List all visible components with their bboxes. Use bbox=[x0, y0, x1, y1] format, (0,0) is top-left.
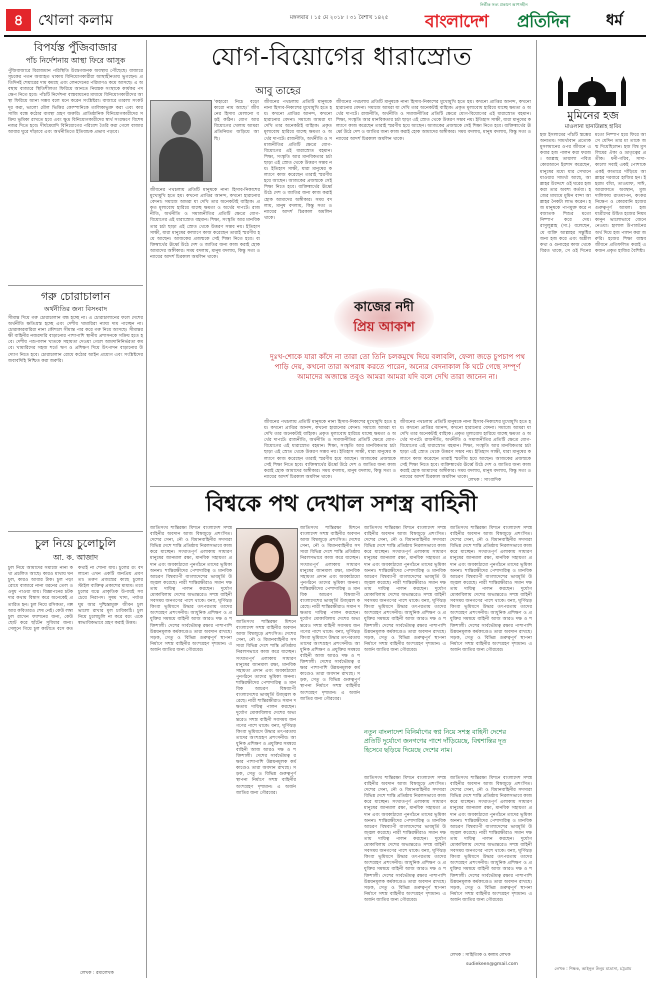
article-hajj-byline: মাওলানা ছানাউল্লাহ হাবিব bbox=[564, 124, 622, 130]
article-addition-subtraction-credit: লেখক : সাংবাদিক bbox=[468, 478, 502, 483]
article-addition-subtraction-byline: আবু তাহের bbox=[255, 86, 301, 97]
article-armed-forces-credit: লেখক : সাহিত্যিক ও কলাম লেখক bbox=[450, 953, 511, 958]
logo-part-bangladesh: বাংলাদেশ bbox=[425, 12, 489, 32]
author-head bbox=[171, 111, 191, 135]
article-stock-market-body: পুঁজিবাজারে বিরাজমান পরিস্থিতি উদ্বেগজনক অবস্থায় পৌঁছেছে। বাজারে সূচকের পতন অব্যাহত থাকায় বিনিয়োগকারীরা আস্থাহীনতায় ভুগছেন। প্রতিদিনই শেয়ারের দাম কমছে এবং লেনদেনের পরিমাণও কমে আসছে। এ অবস্থায় বাজারে স্থিতিশীলতা ফিরিয়ে আনতে নিয়ন্ত্রক সংস্থাকে কার্যকর পদক্ষেপ নিতে হবে। পাঁচটি নির্দেশনা বাস্তবায়নের মাধ্যমে বিনিয়োগকারীদের আস্থা ফিরিয়ে আনা সম্ভব বলে মনে করেন সংশ্লিষ্টরা। বাজারে তারল্য সংকট দূর করা, ভালো মৌল ভিত্তির কোম্পানিকে তালিকাভুক্ত করা এবং কারসাজি বন্ধে কঠোর ব্যবস্থা গ্রহণ জরুরি। প্রাতিষ্ঠানিক বিনিয়োগকারীদের সক্রিয় ভূমিকা রাখতে হবে এবং ক্ষুদ্র বিনিয়োগকারীদের স্বার্থ সংরক্ষণে বিশেষ নজর দিতে হবে। দীর্ঘমেয়াদি বিনিয়োগের পরিবেশ তৈরি করা গেলে বাজার আবার ঘুরে দাঁড়াবে এবং অর্থনীতিতে ইতিবাচক প্রভাব পড়বে। bbox=[8, 69, 143, 135]
article-armed-forces-col1: জাতিসংঘ শান্তিরক্ষা মিশনে বাংলাদেশ সশস্ত্র বাহিনীর অবদান আজ বিশ্বজুড়ে প্রশংসিত। দেশের সেনা, নৌ ও বিমানবাহিনীর সদস্যরা বিভিন্ন দেশে শান্তি প্রতিষ্ঠায় নিরলসভাবে কাজ করে যাচ্ছেন। সংঘাতপূর্ণ এলাকায় সাধারণ মানুষের জানমাল রক্ষা, মানবিক সহায়তা প্রদান এবং অবকাঠামো পুনর্গঠনে তাদের ভূমিকা অনন্য। শান্তিরক্ষীদের পেশাদারিত্ব ও মানবিক আচরণ বিশ্বব্যাপী বাংলাদেশের ভাবমূর্তি উজ্জ্বল করেছে। নারী শান্তিরক্ষীরাও সমান দক্ষতায় দায়িত্ব পালন করছেন। দুর্যোগ মোকাবিলায় দেশের অভ্যন্তরেও সশস্ত্র বাহিনী সবসময় জনগণের পাশে থাকে। বন্যা, ঘূর্ণিঝড় কিংবা ভূমিধসে উদ্ধার তৎপরতায় তাদের অংশগ্রহণ প্রশংসনীয়। আধুনিক প্রশিক্ষণ ও প্রযুক্তির সমন্বয়ে বাহিনী আজ আরও দক্ষ ও শক্তিশালী। দেশের সার্বভৌমত্ব রক্ষার পাশাপাশি উন্নয়নমূলক কর্মকাণ্ডেও তারা অবদান রাখছে। সড়ক, সেতু ও বিভিন্ন গুরুত্বপূর্ণ স্থাপনা নির্মাণে সশস্ত্র বাহিনীর অংশগ্রহণ দৃশ্যমান। এ অর্জন জাতির জন্য গৌরবের। bbox=[150, 526, 232, 653]
article-addition-subtraction-title: যোগ-বিয়োগের ধারাস্রোত bbox=[210, 42, 473, 71]
column-divider-left bbox=[146, 40, 147, 978]
article-hajj-title: মুমিনের হজ bbox=[567, 109, 619, 122]
article-armed-forces-col2: জাতিসংঘ শান্তিরক্ষা মিশনে বাংলাদেশ সশস্ত্র বাহিনীর অবদান আজ বিশ্বজুড়ে প্রশংসিত। দেশের সেনা, নৌ ও বিমানবাহিনীর সদস্যরা বিভিন্ন দেশে শান্তি প্রতিষ্ঠায় নিরলসভাবে কাজ করে যাচ্ছেন। সংঘাতপূর্ণ এলাকায় সাধারণ মানুষের জানমাল রক্ষা, মানবিক সহায়তা প্রদান এবং অবকাঠামো পুনর্গঠনে তাদের ভূমিকা অনন্য। শান্তিরক্ষীদের পেশাদারিত্ব ও মানবিক আচরণ বিশ্বব্যাপী বাংলাদেশের ভাবমূর্তি উজ্জ্বল করেছে। নারী শান্তিরক্ষীরাও সমান দক্ষতায় দায়িত্ব পালন করছেন। দুর্যোগ মোকাবিলায় দেশের অভ্যন্তরেও সশস্ত্র বাহিনী সবসময় জনগণের পাশে থাকে। বন্যা, ঘূর্ণিঝড় কিংবা ভূমিধসে উদ্ধার তৎপরতায় তাদের অংশগ্রহণ প্রশংসনীয়। আধুনিক প্রশিক্ষণ ও প্রযুক্তির সমন্বয়ে বাহিনী আজ আরও দক্ষ ও শক্তিশালী। দেশের সার্বভৌমত্ব রক্ষার পাশাপাশি উন্নয়নমূলক কর্মকাণ্ডেও তারা অবদান রাখছে। সড়ক, সেতু ও বিভিন্ন গুরুত্বপূর্ণ স্থাপনা নির্মাণে সশস্ত্র বাহিনীর অংশগ্রহণ দৃশ্যমান। এ অর্জন জাতির জন্য গৌরবের। bbox=[236, 620, 296, 796]
logo bbox=[425, 2, 590, 34]
date-line: মঙ্গলবার । ১৫ মে ২০১৮ । ৩১ বৈশাখ ১৪২৫ bbox=[290, 15, 389, 21]
article-addition-subtraction-col3: জীবনের পথচলায় প্রতিটি মানুষকে নানা হিসাব-নিকাশের মুখোমুখি হতে হয়। কখনো প্রাপ্তির আনন্দ, কখনো হারানোর বেদনা। সমাজে আমরা যা দেখি তার অনেকটাই বাহ্যিক। প্রকৃত মূল্যবোধ হারিয়ে যাচ্ছে ক্ষমতা ও অর্থের দাপটে। রাজনীতি, অর্থনীতি ও সমাজনীতির প্রতিটি ক্ষেত্রে যোগ-বিয়োগের এই ধারাস্রোত বহমান। শিক্ষা, সংস্কৃতি আর মানবিকতার চর্চা ছাড়া এই স্রোত থেকে উত্তরণ সম্ভব নয়। ইতিহাস সাক্ষী, যারা মানুষের কল্যাণে কাজ করেছেন তারাই স্মরণীয় হয়ে আছেন। আজকের প্রজন্মকে সেই শিক্ষা নিতে হবে। ব্যক্তিস্বার্থের ঊর্ধ্বে উঠে দেশ ও জাতির জন্য কাজ করাই হোক আমাদের অঙ্গীকার। সময় বদলায়, মানুষ বদলায়, কিন্তু সত্য ও ন্যায়ের আদর্শ চিরকাল অমলিন থাকে। bbox=[336, 100, 531, 142]
article-armed-forces-email: sudiekeen@gmail.com bbox=[466, 962, 519, 967]
article-hajj-credit: লেখক : শিক্ষক, আইনুল উলুম মাদ্রাসা, চট্টগ্রাম bbox=[554, 966, 632, 971]
article-armed-forces-col4: জাতিসংঘ শান্তিরক্ষা মিশনে বাংলাদেশ সশস্ত্র বাহিনীর অবদান আজ বিশ্বজুড়ে প্রশংসিত। দেশের সেনা, নৌ ও বিমানবাহিনীর সদস্যরা বিভিন্ন দেশে শান্তি প্রতিষ্ঠায় নিরলসভাবে কাজ করে যাচ্ছেন। সংঘাতপূর্ণ এলাকায় সাধারণ মানুষের জানমাল রক্ষা, মানবিক সহায়তা প্রদান এবং অবকাঠামো পুনর্গঠনে তাদের ভূমিকা অনন্য। শান্তিরক্ষীদের পেশাদারিত্ব ও মানবিক আচরণ বিশ্বব্যাপী বাংলাদেশের ভাবমূর্তি উজ্জ্বল করেছে। নারী শান্তিরক্ষীরাও সমান দক্ষতায় দায়িত্ব পালন করছেন। দুর্যোগ মোকাবিলায় দেশের অভ্যন্তরেও সশস্ত্র বাহিনী সবসময় জনগণের পাশে থাকে। বন্যা, ঘূর্ণিঝড় কিংবা ভূমিধসে উদ্ধার তৎপরতায় তাদের অংশগ্রহণ প্রশংসনীয়। আধুনিক প্রশিক্ষণ ও প্রযুক্তির সমন্বয়ে বাহিনী আজ আরও দক্ষ ও শক্তিশালী। দেশের সার্বভৌমত্ব রক্ষার পাশাপাশি উন্নয়নমূলক কর্মকাণ্ডেও তারা অবদান রাখছে। সড়ক, সেতু ও বিভিন্ন গুরুত্বপূর্ণ স্থাপনা নির্মাণে সশস্ত্র বাহিনীর অংশগ্রহণ দৃশ্যমান। এ অর্জন জাতির জন্য গৌরবের। bbox=[364, 526, 446, 653]
article-armed-forces-col7: জাতিসংঘ শান্তিরক্ষা মিশনে বাংলাদেশ সশস্ত্র বাহিনীর অবদান আজ বিশ্বজুড়ে প্রশংসিত। দেশের সেনা, নৌ ও বিমানবাহিনীর সদস্যরা বিভিন্ন দেশে শান্তি প্রতিষ্ঠায় নিরলসভাবে কাজ করে যাচ্ছেন। সংঘাতপূর্ণ এলাকায় সাধারণ মানুষের জানমাল রক্ষা, মানবিক সহায়তা প্রদান এবং অবকাঠামো পুনর্গঠনে তাদের ভূমিকা অনন্য। শান্তিরক্ষীদের পেশাদারিত্ব ও মানবিক আচরণ বিশ্বব্যাপী বাংলাদেশের ভাবমূর্তি উজ্জ্বল করেছে। নারী শান্তিরক্ষীরাও সমান দক্ষতায় দায়িত্ব পালন করছেন। দুর্যোগ মোকাবিলায় দেশের অভ্যন্তরেও সশস্ত্র বাহিনী সবসময় জনগণের পাশে থাকে। বন্যা, ঘূর্ণিঝড় কিংবা ভূমিধসে উদ্ধার তৎপরতায় তাদের অংশগ্রহণ প্রশংসনীয়। আধুনিক প্রশিক্ষণ ও প্রযুক্তির সমন্বয়ে বাহিনী আজ আরও দক্ষ ও শক্তিশালী। দেশের সার্বভৌমত্ব রক্ষার পাশাপাশি উন্নয়নমূলক কর্মকাণ্ডেও তারা অবদান রাখছে। সড়ক, সেতু ও বিভিন্ন গুরুত্বপূর্ণ স্থাপনা নির্মাণে সশস্ত্র বাহিনীর অংশগ্রহণ দৃশ্যমান। এ অর্জন জাতির জন্য গৌরবের। bbox=[450, 776, 532, 903]
article-stock-market-subtitle: পাঁচ নির্দেশনায় আস্থা ফিরে আসুক bbox=[25, 56, 126, 65]
page-number-badge bbox=[6, 9, 31, 31]
article-armed-forces-col5: জাতিসংঘ শান্তিরক্ষা মিশনে বাংলাদেশ সশস্ত্র বাহিনীর অবদান আজ বিশ্বজুড়ে প্রশংসিত। দেশের সেনা, নৌ ও বিমানবাহিনীর সদস্যরা বিভিন্ন দেশে শান্তি প্রতিষ্ঠায় নিরলসভাবে কাজ করে যাচ্ছেন। সংঘাতপূর্ণ এলাকায় সাধারণ মানুষের জানমাল রক্ষা, মানবিক সহায়তা প্রদান এবং অবকাঠামো পুনর্গঠনে তাদের ভূমিকা অনন্য। শান্তিরক্ষীদের পেশাদারিত্ব ও মানবিক আচরণ বিশ্বব্যাপী বাংলাদেশের ভাবমূর্তি উজ্জ্বল করেছে। নারী শান্তিরক্ষীরাও সমান দক্ষতায় দায়িত্ব পালন করছেন। দুর্যোগ মোকাবিলায় দেশের অভ্যন্তরেও সশস্ত্র বাহিনী সবসময় জনগণের পাশে থাকে। বন্যা, ঘূর্ণিঝড় কিংবা ভূমিধসে উদ্ধার তৎপরতায় তাদের অংশগ্রহণ প্রশংসনীয়। আধুনিক প্রশিক্ষণ ও প্রযুক্তির সমন্বয়ে বাহিনী আজ আরও দক্ষ ও শক্তিশালী। দেশের সার্বভৌমত্ব রক্ষার পাশাপাশি উন্নয়নমূলক কর্মকাণ্ডেও তারা অবদান রাখছে। সড়ক, সেতু ও বিভিন্ন গুরুত্বপূর্ণ স্থাপনা নির্মাণে সশস্ত্র বাহিনীর অংশগ্রহণ দৃশ্যমান। এ অর্জন জাতির জন্য গৌরবের। bbox=[450, 526, 532, 653]
article-armed-forces-col6: জাতিসংঘ শান্তিরক্ষা মিশনে বাংলাদেশ সশস্ত্র বাহিনীর অবদান আজ বিশ্বজুড়ে প্রশংসিত। দেশের সেনা, নৌ ও বিমানবাহিনীর সদস্যরা বিভিন্ন দেশে শান্তি প্রতিষ্ঠায় নিরলসভাবে কাজ করে যাচ্ছেন। সংঘাতপূর্ণ এলাকায় সাধারণ মানুষের জানমাল রক্ষা, মানবিক সহায়তা প্রদান এবং অবকাঠামো পুনর্গঠনে তাদের ভূমিকা অনন্য। শান্তিরক্ষীদের পেশাদারিত্ব ও মানবিক আচরণ বিশ্বব্যাপী বাংলাদেশের ভাবমূর্তি উজ্জ্বল করেছে। নারী শান্তিরক্ষীরাও সমান দক্ষতায় দায়িত্ব পালন করছেন। দুর্যোগ মোকাবিলায় দেশের অভ্যন্তরেও সশস্ত্র বাহিনী সবসময় জনগণের পাশে থাকে। বন্যা, ঘূর্ণিঝড় কিংবা ভূমিধসে উদ্ধার তৎপরতায় তাদের অংশগ্রহণ প্রশংসনীয়। আধুনিক প্রশিক্ষণ ও প্রযুক্তির সমন্বয়ে বাহিনী আজ আরও দক্ষ ও শক্তিশালী। দেশের সার্বভৌমত্ব রক্ষার পাশাপাশি উন্নয়নমূলক কর্মকাণ্ডেও তারা অবদান রাখছে। সড়ক, সেতু ও বিভিন্ন গুরুত্বপূর্ণ স্থাপনা নির্মাণে সশস্ত্র বাহিনীর অংশগ্রহণ দৃশ্যমান। এ অর্জন জাতির জন্য গৌরবের। bbox=[364, 776, 446, 903]
masthead-rule bbox=[4, 35, 646, 37]
author-shoulders bbox=[159, 137, 203, 181]
kajer-nodi-title: কাজের নদী bbox=[354, 300, 414, 315]
pull-quote: দুঃখ-শোকে যারা কাঁদে না তারা তো তিনি চলকমুখে দিয়ে বলাবলি, ফেলা জড়ে চুপচাপ পথ পাড়ি দেয়, কখনো তারা অপরাধ করতে পারেন, অন্যের বেদনাকাল কি ঘটে গেছে সম্পূর্ণ আমাদের অজান্তে তবুও আমরা আমরা যদি বলে দেখি তারা জানেন না। bbox=[269, 352, 526, 381]
article-addition-subtraction-lead: 'কহারো নিচে বড়ো কারো নাম আছে।' জীবনের হিসাব মেলানো বড়ই কঠিন। যোগ আর বিয়োগের খেলায় আমরা প্রতিনিয়ত জড়িয়ে আছি। bbox=[214, 100, 259, 142]
kajer-nodi-column-box bbox=[264, 288, 504, 348]
author-face bbox=[255, 543, 279, 573]
article-cattle-subtitle: অর্থনীতির জন্য বিসংবাদ bbox=[43, 305, 108, 313]
section-title: খোলা কলাম bbox=[38, 11, 113, 29]
divider-1 bbox=[8, 285, 143, 286]
article-stock-market-title: বিপর্যস্ত পুঁজিবাজার bbox=[33, 41, 118, 54]
article-cattle-body: সীমান্ত দিয়ে গরু চোরাচালান বন্ধ হচ্ছে না। এ চোরাচালানের ফলে দেশের অর্থনীতি ক্ষতিগ্রস্ত হচ্ছে এবং দেশীয় খামারিরা ন্যায্য দাম পাচ্ছেন না। চোরাকারবারিরা নানা কৌশলে সীমান্ত পার করে গরু নিয়ে আসছে। সীমান্তরক্ষী বাহিনীর নজরদারি বাড়ানোর পাশাপাশি স্থানীয় প্রশাসনকে সক্রিয় হতে হবে। দেশীয় পশুপালন খাতকে সহায়তা দেওয়া গেলে আমদানিনির্ভরতা কমবে। খামারিদের সহজ শর্তে ঋণ ও প্রশিক্ষণ দিয়ে উৎপাদন বাড়ানোর উদ্যোগ নিতে হবে। চোরাচালান রোধে কঠোর আইন প্রয়োগ এবং সংশ্লিষ্টদের জবাবদিহি নিশ্চিত করা জরুরি। bbox=[8, 316, 143, 364]
author-dress bbox=[243, 581, 291, 615]
kajer-nodi-subtitle: প্রিয় আকাশ bbox=[353, 320, 415, 335]
divider-center bbox=[150, 486, 533, 487]
article-hair-byline: আ. ক. আজাদ bbox=[52, 553, 99, 562]
article-armed-forces-title: বিশ্বকে পথ দেখাল সশস্ত্র বাহিনী bbox=[205, 492, 478, 517]
article-addition-subtraction-col2: জীবনের পথচলায় প্রতিটি মানুষকে নানা হিসাব-নিকাশের মুখোমুখি হতে হয়। কখনো প্রাপ্তির আনন্দ, কখনো হারানোর বেদনা। সমাজে আমরা যা দেখি তার অনেকটাই বাহ্যিক। প্রকৃত মূল্যবোধ হারিয়ে যাচ্ছে ক্ষমতা ও অর্থের দাপটে। রাজনীতি, অর্থনীতি ও সমাজনীতির প্রতিটি ক্ষেত্রে যোগ-বিয়োগের এই ধারাস্রোত বহমান। শিক্ষা, সংস্কৃতি আর মানবিকতার চর্চা ছাড়া এই স্রোত থেকে উত্তরণ সম্ভব নয়। ইতিহাস সাক্ষী, যারা মানুষের কল্যাণে কাজ করেছেন তারাই স্মরণীয় হয়ে আছেন। আজকের প্রজন্মকে সেই শিক্ষা নিতে হবে। ব্যক্তিস্বার্থের ঊর্ধ্বে উঠে দেশ ও জাতির জন্য কাজ করাই হোক আমাদের অঙ্গীকার। সময় বদলায়, মানুষ বদলায়, কিন্তু সত্য ও ন্যায়ের আদর্শ চিরকাল অমলিন থাকে। bbox=[264, 100, 332, 221]
armed-forces-pull-quote: নতুন বাংলাদেশ বিনির্মাণের স্বপ্ন নিয়ে সশস্ত্র বাহিনী দেশের প্রতিটি দুর্যোগে জনগণের পাশে দাঁড়িয়েছে, বিশ্বশান্তির দূত হিসেবে ছড়িয়ে দিয়েছে দেশের নাম। bbox=[364, 728, 507, 754]
page-number: ৪ bbox=[13, 11, 24, 29]
article-cattle-title: গরু চোরাচালান bbox=[40, 290, 111, 303]
article-hair-body: চুল নিয়ে আমাদের সমাজে নানা কথা প্রচলিত আছে। কারও মাথায় ঘন চুল, কারও আবার টাক। চুল পড়া রোধে বাজারে নানা ধরনের তেল ও ওষুধ পাওয়া যায়। বিজ্ঞাপনের চটকদার কথায় বিশ্বাস করে অনেকেই প্রতারিত হন। চুল নিয়ে রসিকতা, গল্প আর কবিতারও শেষ নেই। কেউ লম্বা চুল রাখেন ফ্যাশনের জন্য, কেউ ছোট করে ছাঁটেন সুবিধার জন্য। সেলুনে গিয়ে চুল কাটাতে বসে কত কথাই না শোনা যায়। চুলের রং বদলানো এখন একটি জনপ্রিয় প্রবণতা। তরুণ প্রজন্মের কাছে চুলের স্টাইল ব্যক্তিত্ব প্রকাশের মাধ্যম। তবে চুলের যত্নে প্রাকৃতিক উপায়ই সবচেয়ে নিরাপদ। সুষম খাদ্য, পর্যাপ্ত ঘুম আর দুশ্চিন্তামুক্ত জীবন চুল ভালো রাখার মূল চাবিকাঠি। চুল নিয়ে চুলোচুলি না করে বরং একে স্বাভাবিকভাবে গ্রহণ করাই উত্তম। bbox=[8, 566, 143, 632]
article-addition-subtraction-col5: জীবনের পথচলায় প্রতিটি মানুষকে নানা হিসাব-নিকাশের মুখোমুখি হতে হয়। কখনো প্রাপ্তির আনন্দ, কখনো হারানোর বেদনা। সমাজে আমরা যা দেখি তার অনেকটাই বাহ্যিক। প্রকৃত মূল্যবোধ হারিয়ে যাচ্ছে ক্ষমতা ও অর্থের দাপটে। রাজনীতি, অর্থনীতি ও সমাজনীতির প্রতিটি ক্ষেত্রে যোগ-বিয়োগের এই ধারাস্রোত বহমান। শিক্ষা, সংস্কৃতি আর মানবিকতার চর্চা ছাড়া এই স্রোত থেকে উত্তরণ সম্ভব নয়। ইতিহাস সাক্ষী, যারা মানুষের কল্যাণে কাজ করেছেন তারাই স্মরণীয় হয়ে আছেন। আজকের প্রজন্মকে সেই শিক্ষা নিতে হবে। ব্যক্তিস্বার্থের ঊর্ধ্বে উঠে দেশ ও জাতির জন্য কাজ করাই হোক আমাদের অঙ্গীকার। সময় বদলায়, মানুষ বদলায়, কিন্তু সত্য ও ন্যায়ের আদর্শ চিরকাল অমলিন থাকে। bbox=[400, 420, 531, 480]
article-hair-title: চুল নিয়ে চুলোচুলি bbox=[35, 537, 116, 550]
author-photo-woman bbox=[236, 528, 298, 616]
logo-part-protidin: প্রতিদিন bbox=[517, 12, 570, 32]
article-addition-subtraction-col1: জীবনের পথচলায় প্রতিটি মানুষকে নানা হিসাব-নিকাশের মুখোমুখি হতে হয়। কখনো প্রাপ্তির আনন্দ, কখনো হারানোর বেদনা। সমাজে আমরা যা দেখি তার অনেকটাই বাহ্যিক। প্রকৃত মূল্যবোধ হারিয়ে যাচ্ছে ক্ষমতা ও অর্থের দাপটে। রাজনীতি, অর্থনীতি ও সমাজনীতির প্রতিটি ক্ষেত্রে যোগ-বিয়োগের এই ধারাস্রোত বহমান। শিক্ষা, সংস্কৃতি আর মানবিকতার চর্চা ছাড়া এই স্রোত থেকে উত্তরণ সম্ভব নয়। ইতিহাস সাক্ষী, যারা মানুষের কল্যাণে কাজ করেছেন তারাই স্মরণীয় হয়ে আছেন। আজকের প্রজন্মকে সেই শিক্ষা নিতে হবে। ব্যক্তিস্বার্থের ঊর্ধ্বে উঠে দেশ ও জাতির জন্য কাজ করাই হোক আমাদের অঙ্গীকার। সময় বদলায়, মানুষ বদলায়, কিন্তু সত্য ও ন্যায়ের আদর্শ চিরকাল অমলিন থাকে। bbox=[150, 188, 260, 261]
mosque-illustration bbox=[556, 76, 628, 106]
article-armed-forces-col3: জাতিসংঘ শান্তিরক্ষা মিশনে বাংলাদেশ সশস্ত্র বাহিনীর অবদান আজ বিশ্বজুড়ে প্রশংসিত। দেশের সেনা, নৌ ও বিমানবাহিনীর সদস্যরা বিভিন্ন দেশে শান্তি প্রতিষ্ঠায় নিরলসভাবে কাজ করে যাচ্ছেন। সংঘাতপূর্ণ এলাকায় সাধারণ মানুষের জানমাল রক্ষা, মানবিক সহায়তা প্রদান এবং অবকাঠামো পুনর্গঠনে তাদের ভূমিকা অনন্য। শান্তিরক্ষীদের পেশাদারিত্ব ও মানবিক আচরণ বিশ্বব্যাপী বাংলাদেশের ভাবমূর্তি উজ্জ্বল করেছে। নারী শান্তিরক্ষীরাও সমান দক্ষতায় দায়িত্ব পালন করছেন। দুর্যোগ মোকাবিলায় দেশের অভ্যন্তরেও সশস্ত্র বাহিনী সবসময় জনগণের পাশে থাকে। বন্যা, ঘূর্ণিঝড় কিংবা ভূমিধসে উদ্ধার তৎপরতায় তাদের অংশগ্রহণ প্রশংসনীয়। আধুনিক প্রশিক্ষণ ও প্রযুক্তির সমন্বয়ে বাহিনী আজ আরও দক্ষ ও শক্তিশালী। দেশের সার্বভৌমত্ব রক্ষার পাশাপাশি উন্নয়নমূলক কর্মকাণ্ডেও তারা অবদান রাখছে। সড়ক, সেতু ও বিভিন্ন গুরুত্বপূর্ণ স্থাপনা নির্মাণে সশস্ত্র বাহিনীর অংশগ্রহণ দৃশ্যমান। এ অর্জন জাতির জন্য গৌরবের। bbox=[300, 526, 360, 702]
mosque-icon bbox=[556, 76, 628, 106]
divider-2 bbox=[8, 531, 143, 532]
article-hajj-body: হজ ইসলামের পাঁচটি স্তম্ভের অন্যতম। সামর্থ্যবান প্রত্যেক মুসলমানের ওপর জীবনে একবার হজ পালন করা ফরজ। আল্লাহ তায়ালা পবিত্র কোরআনে ইরশাদ করেছেন, মানুষের মধ্যে যার সেখানে যাওয়ার সামর্থ্য আছে, আল্লাহর উদ্দেশে ওই ঘরের হজ করা তার অবশ্য কর্তব্য। হজের মাধ্যমে মুমিন বান্দা আল্লাহর নৈকট্য লাভ করেন। হজ মানুষকে পাপমুক্ত করে নবজাতক শিশুর মতো নিষ্পাপ করে দেয়। রাসুলুল্লাহ (সা.) বলেছেন, যে ব্যক্তি আল্লাহর সন্তুষ্টির জন্য হজ করে এবং অশ্লীল কথা ও গুনাহের কাজ থেকে বিরত থাকে, সে ওই দিনের মতো নিষ্পাপ হয়ে ফিরে আসে যেদিন তার মা তাকে জন্ম দিয়েছিলেন। হজ বিশ্ব মুসলিমের ঐক্য ও ভ্রাতৃত্বের প্রতীক। ধনী-গরিব, সাদা-কালো সবাই একই পোশাকে একই কাতারে দাঁড়িয়ে আল্লাহর দরবারে হাজির হন। ইহরাম বাঁধা, তাওয়াফ, সাঈ, আরাফাতে অবস্থান, মুজদালিফায় রাতযাপন, কংকর নিক্ষেপ ও কোরবানি হজের গুরুত্বপূর্ণ আমল। হজযাত্রীদের উচিত হজের নিয়মকানুন ভালোভাবে জেনে নেওয়া। হালাল উপার্জনের অর্থ দিয়ে হজ পালন করা জরুরি। হজের শিক্ষা বাস্তব জীবনে প্রতিফলিত করাই একজন প্রকৃত হাজির বৈশিষ্ট্য। bbox=[540, 133, 646, 254]
logo-tagline: নির্ভীক সত্য প্রকাশে আপসহীন bbox=[480, 2, 528, 7]
article-hair-credit: লেখক : রম্যলেখক bbox=[80, 971, 114, 976]
author-photo bbox=[150, 100, 212, 182]
article-addition-subtraction-col4: জীবনের পথচলায় প্রতিটি মানুষকে নানা হিসাব-নিকাশের মুখোমুখি হতে হয়। কখনো প্রাপ্তির আনন্দ, কখনো হারানোর বেদনা। সমাজে আমরা যা দেখি তার অনেকটাই বাহ্যিক। প্রকৃত মূল্যবোধ হারিয়ে যাচ্ছে ক্ষমতা ও অর্থের দাপটে। রাজনীতি, অর্থনীতি ও সমাজনীতির প্রতিটি ক্ষেত্রে যোগ-বিয়োগের এই ধারাস্রোত বহমান। শিক্ষা, সংস্কৃতি আর মানবিকতার চর্চা ছাড়া এই স্রোত থেকে উত্তরণ সম্ভব নয়। ইতিহাস সাক্ষী, যারা মানুষের কল্যাণে কাজ করেছেন তারাই স্মরণীয় হয়ে আছেন। আজকের প্রজন্মকে সেই শিক্ষা নিতে হবে। ব্যক্তিস্বার্থের ঊর্ধ্বে উঠে দেশ ও জাতির জন্য কাজ করাই হোক আমাদের অঙ্গীকার। সময় বদলায়, মানুষ বদলায়, কিন্তু সত্য ও ন্যায়ের আদর্শ চিরকাল অমলিন থাকে। bbox=[264, 420, 396, 480]
column-divider-right bbox=[536, 40, 537, 978]
section-label-religion: ধর্ম bbox=[606, 11, 623, 29]
